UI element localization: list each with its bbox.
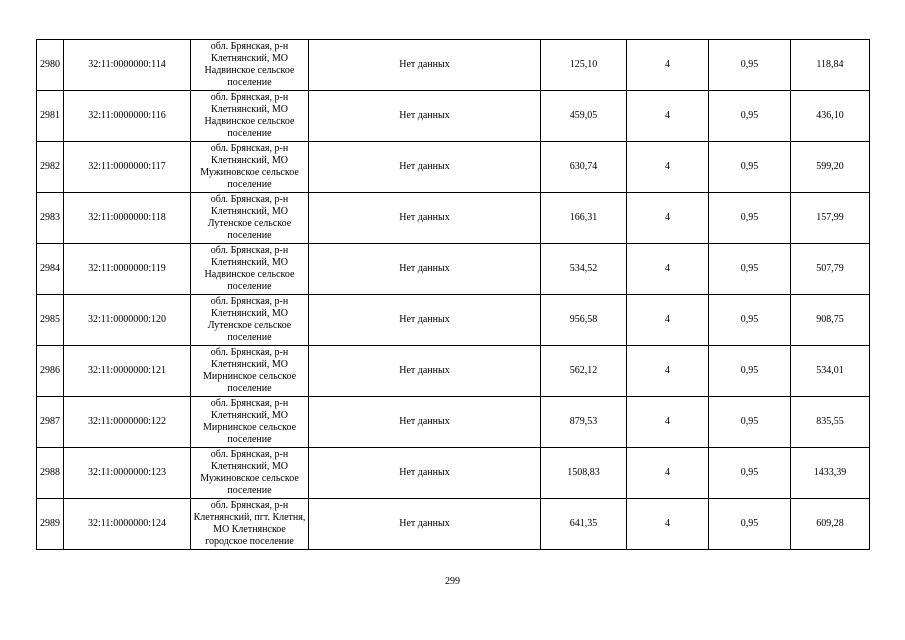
area-cell: 166,31 xyxy=(541,193,627,244)
area-cell: 956,58 xyxy=(541,295,627,346)
address-line: обл. Брянская, р-н xyxy=(210,244,289,256)
value-cell: 157,99 xyxy=(791,193,870,244)
address-line: обл. Брянская, р-н xyxy=(210,448,289,460)
group-cell: 4 xyxy=(627,346,709,397)
address-line: обл. Брянская, р-н xyxy=(210,91,289,103)
table-row xyxy=(37,499,870,550)
cadastral-number-cell: 32:11:0000000:118 xyxy=(64,193,191,244)
address-line: Клетнянский, МО xyxy=(211,409,288,421)
value-cell: 534,01 xyxy=(791,346,870,397)
area-cell: 125,10 xyxy=(541,40,627,91)
address-cell xyxy=(191,295,309,346)
row-number-cell: 2981 xyxy=(37,91,64,142)
value-cell: 599,20 xyxy=(791,142,870,193)
address-line: поселение xyxy=(227,332,272,344)
row-number-cell: 2986 xyxy=(37,346,64,397)
address-line: поселение xyxy=(227,128,272,140)
note-cell: Нет данных xyxy=(309,346,541,397)
coefficient-cell: 0,95 xyxy=(709,193,791,244)
row-number-cell: 2989 xyxy=(37,499,64,550)
registry-table xyxy=(36,39,870,550)
value-cell: 835,55 xyxy=(791,397,870,448)
coefficient-cell: 0,95 xyxy=(709,244,791,295)
value-cell: 1433,39 xyxy=(791,448,870,499)
row-number-cell: 2982 xyxy=(37,142,64,193)
area-cell: 459,05 xyxy=(541,91,627,142)
coefficient-cell: 0,95 xyxy=(709,397,791,448)
table-row xyxy=(37,346,870,397)
address-line: Лутенское сельское xyxy=(207,218,292,229)
row-number-cell: 2983 xyxy=(37,193,64,244)
address-line: обл. Брянская, р-н xyxy=(210,397,289,409)
value-cell: 118,84 xyxy=(791,40,870,91)
address-line: Клетнянский, МО xyxy=(211,205,288,217)
cadastral-number-cell: 32:11:0000000:121 xyxy=(64,346,191,397)
coefficient-cell: 0,95 xyxy=(709,295,791,346)
address-line: поселение xyxy=(227,485,272,497)
table-row xyxy=(37,295,870,346)
page-number: 299 xyxy=(445,576,460,587)
address-line: обл. Брянская, р-н xyxy=(210,40,289,52)
area-cell: 641,35 xyxy=(541,499,627,550)
cadastral-number-cell: 32:11:0000000:123 xyxy=(64,448,191,499)
coefficient-cell: 0,95 xyxy=(709,91,791,142)
table-row xyxy=(37,397,870,448)
address-line: Клетнянский, МО xyxy=(211,52,288,64)
row-number-cell: 2984 xyxy=(37,244,64,295)
cadastral-number-cell: 32:11:0000000:116 xyxy=(64,91,191,142)
address-line: поселение xyxy=(227,383,272,395)
address-line: Клетнянский, МО xyxy=(211,460,288,472)
note-cell: Нет данных xyxy=(309,448,541,499)
group-cell: 4 xyxy=(627,40,709,91)
address-line: поселение xyxy=(227,230,272,242)
note-cell: Нет данных xyxy=(309,295,541,346)
table-row xyxy=(37,448,870,499)
coefficient-cell: 0,95 xyxy=(709,448,791,499)
row-number-cell: 2985 xyxy=(37,295,64,346)
area-cell: 630,74 xyxy=(541,142,627,193)
cadastral-number-cell: 32:11:0000000:119 xyxy=(64,244,191,295)
group-cell: 4 xyxy=(627,397,709,448)
cadastral-number-cell: 32:11:0000000:122 xyxy=(64,397,191,448)
coefficient-cell: 0,95 xyxy=(709,142,791,193)
group-cell: 4 xyxy=(627,448,709,499)
coefficient-cell: 0,95 xyxy=(709,346,791,397)
table-row xyxy=(37,91,870,142)
value-cell: 507,79 xyxy=(791,244,870,295)
table-body xyxy=(37,40,870,550)
address-line: Мирнинское сельское xyxy=(202,422,297,433)
address-cell xyxy=(191,91,309,142)
value-cell: 436,10 xyxy=(791,91,870,142)
address-line: Клетнянский, МО xyxy=(211,307,288,319)
address-cell xyxy=(191,397,309,448)
address-cell xyxy=(191,244,309,295)
group-cell: 4 xyxy=(627,142,709,193)
note-cell: Нет данных xyxy=(309,499,541,550)
address-line: Надвинское сельское xyxy=(204,269,295,280)
address-line: Надвинское сельское xyxy=(204,116,295,127)
area-cell: 1508,83 xyxy=(541,448,627,499)
address-line: Клетнянский, МО xyxy=(211,154,288,166)
group-cell: 4 xyxy=(627,295,709,346)
value-cell: 609,28 xyxy=(791,499,870,550)
address-cell xyxy=(191,448,309,499)
address-line: поселение xyxy=(227,434,272,446)
group-cell: 4 xyxy=(627,91,709,142)
table-row xyxy=(37,40,870,91)
group-cell: 4 xyxy=(627,499,709,550)
address-cell xyxy=(191,142,309,193)
coefficient-cell: 0,95 xyxy=(709,499,791,550)
group-cell: 4 xyxy=(627,244,709,295)
address-line: Мужиновское сельское xyxy=(200,167,299,178)
address-line: поселение xyxy=(227,179,272,191)
cadastral-number-cell: 32:11:0000000:114 xyxy=(64,40,191,91)
address-line: Клетнянский, МО xyxy=(211,103,288,115)
table-row xyxy=(37,193,870,244)
address-cell xyxy=(191,193,309,244)
address-line: обл. Брянская, р-н xyxy=(210,193,289,205)
address-line: обл. Брянская, р-н xyxy=(210,346,289,358)
area-cell: 879,53 xyxy=(541,397,627,448)
note-cell: Нет данных xyxy=(309,397,541,448)
group-cell: 4 xyxy=(627,193,709,244)
area-cell: 562,12 xyxy=(541,346,627,397)
note-cell: Нет данных xyxy=(309,193,541,244)
address-line: Мирнинское сельское xyxy=(202,371,297,382)
note-cell: Нет данных xyxy=(309,40,541,91)
address-line: городское поселение xyxy=(205,536,294,548)
value-cell: 908,75 xyxy=(791,295,870,346)
note-cell: Нет данных xyxy=(309,244,541,295)
address-line: Мужиновское сельское xyxy=(200,473,299,484)
table-row xyxy=(37,244,870,295)
address-line: МО Клетнянское xyxy=(213,524,286,535)
row-number-cell: 2988 xyxy=(37,448,64,499)
address-line: Лутенское сельское xyxy=(207,320,292,331)
area-cell: 534,52 xyxy=(541,244,627,295)
address-cell xyxy=(191,499,309,550)
address-line: поселение xyxy=(227,281,272,293)
address-line: Клетнянский, МО xyxy=(211,358,288,370)
cadastral-number-cell: 32:11:0000000:120 xyxy=(64,295,191,346)
row-number-cell: 2980 xyxy=(37,40,64,91)
coefficient-cell: 0,95 xyxy=(709,40,791,91)
address-cell xyxy=(191,40,309,91)
note-cell: Нет данных xyxy=(309,91,541,142)
address-cell xyxy=(191,346,309,397)
address-line: Надвинское сельское xyxy=(204,65,295,76)
address-line: Клетнянский, пгт. Клетня, xyxy=(193,511,306,523)
note-cell: Нет данных xyxy=(309,142,541,193)
address-line: обл. Брянская, р-н xyxy=(210,142,289,154)
address-line: поселение xyxy=(227,77,272,89)
row-number-cell: 2987 xyxy=(37,397,64,448)
cadastral-number-cell: 32:11:0000000:117 xyxy=(64,142,191,193)
table-row xyxy=(37,142,870,193)
address-line: Клетнянский, МО xyxy=(211,256,288,268)
cadastral-number-cell: 32:11:0000000:124 xyxy=(64,499,191,550)
address-line: обл. Брянская, р-н xyxy=(210,499,289,511)
address-line: обл. Брянская, р-н xyxy=(210,295,289,307)
